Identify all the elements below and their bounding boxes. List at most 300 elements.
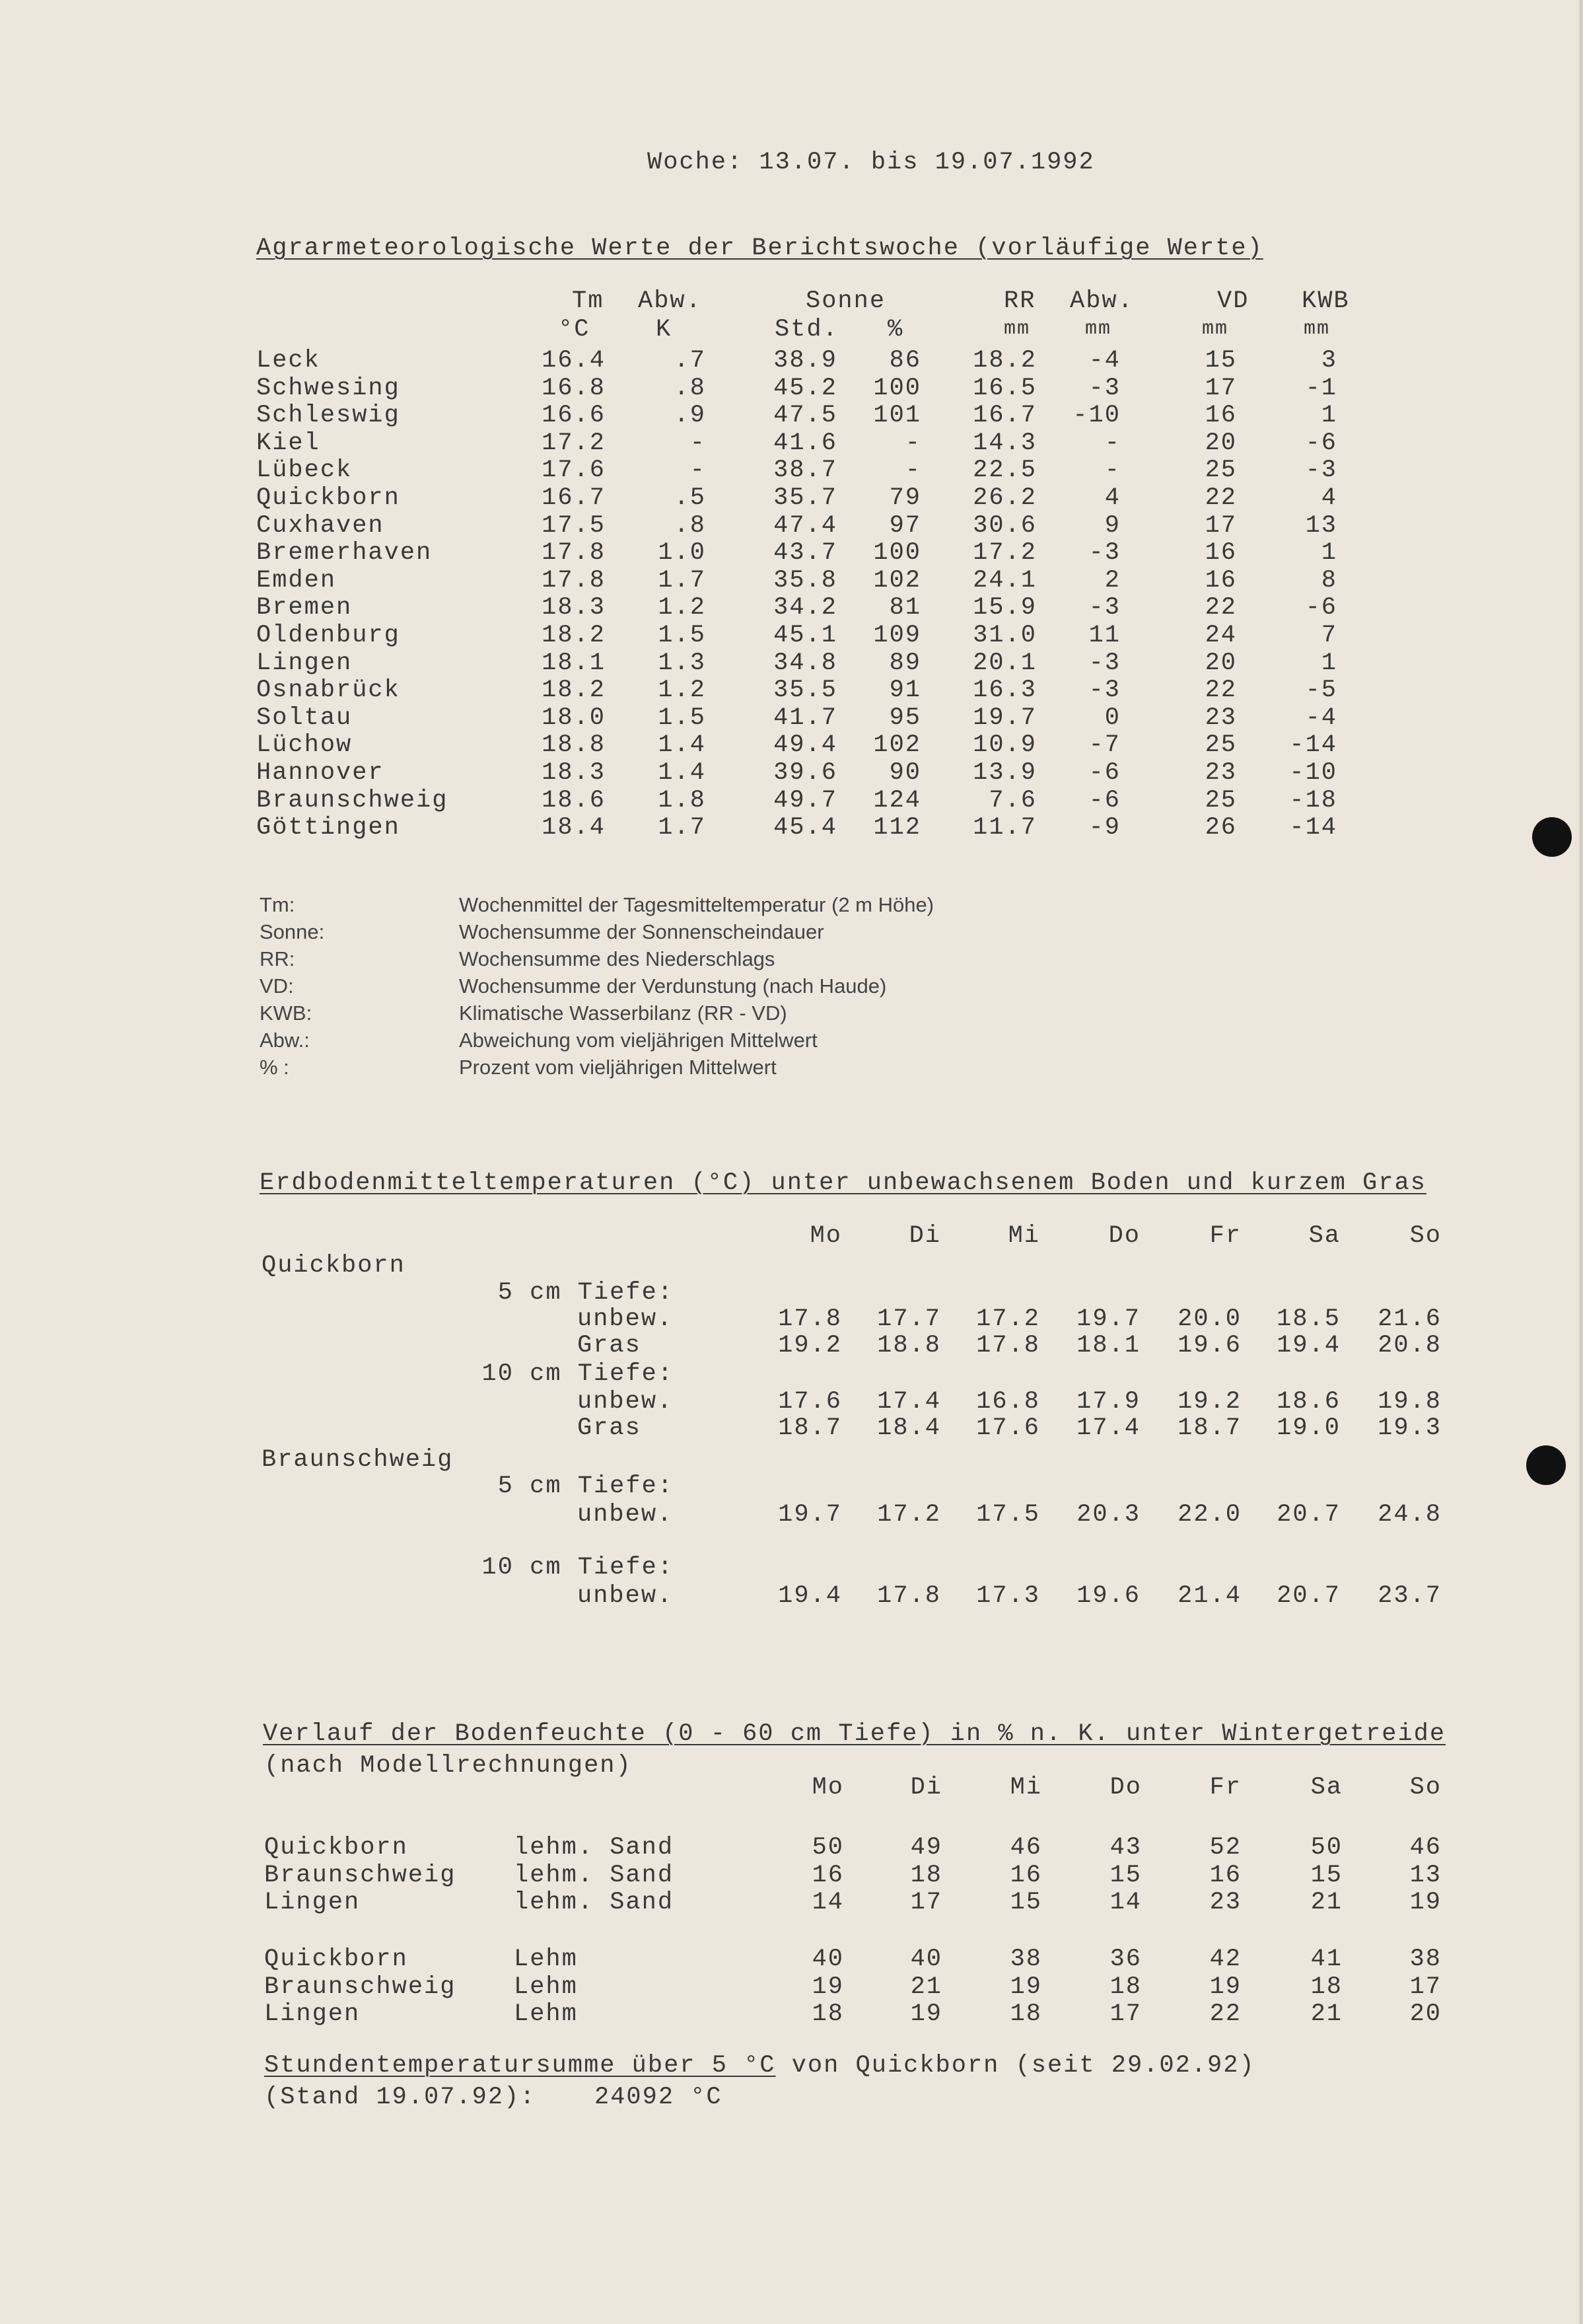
day-header: Mo — [812, 1774, 844, 1801]
cell-abw: .9 — [674, 402, 706, 430]
stundentemp-value: 24092 °C — [594, 2084, 722, 2111]
station-name: Schwesing — [256, 374, 400, 402]
cell-kwb: -4 — [1305, 704, 1337, 732]
temp-value: 20.7 — [1277, 1501, 1341, 1529]
cell-pct: 89 — [889, 649, 921, 677]
cell-tm: 17.2 — [542, 429, 606, 457]
station-name: Lingen — [264, 1889, 361, 1916]
stundentemp-title: Stundentemperatursumme über 5 °C — [264, 2052, 776, 2080]
soil-type: lehm. Sand — [514, 1834, 674, 1862]
cell-kwb: -3 — [1305, 456, 1337, 485]
moisture-value: 18 — [1310, 1973, 1343, 2001]
moisture-value: 14 — [812, 1889, 844, 1916]
cell-tm: 17.8 — [542, 539, 606, 567]
cell-pct: 102 — [873, 566, 921, 595]
cell-vd: 24 — [1205, 622, 1237, 649]
cover-type: unbew. — [577, 1582, 674, 1610]
station-name: Göttingen — [256, 814, 400, 842]
station-name: Kiel — [256, 429, 320, 457]
moisture-value: 46 — [1010, 1834, 1042, 1862]
temp-value: 17.2 — [877, 1501, 941, 1529]
temp-value: 21.6 — [1378, 1305, 1442, 1333]
cell-std: 41.7 — [773, 704, 837, 732]
cell-rr: 16.7 — [973, 402, 1037, 430]
temp-value: 17.5 — [976, 1501, 1040, 1529]
cell-abw: 1.2 — [658, 594, 706, 622]
moisture-value: 19 — [1209, 1973, 1242, 2001]
table-row — [0, 676, 1583, 704]
cell-pct: 91 — [889, 676, 921, 705]
soil-type: Lehm — [514, 2000, 578, 2028]
cell-kwb: -14 — [1289, 814, 1337, 842]
moisture-value: 16 — [1209, 1861, 1242, 1889]
temp-value: 19.3 — [1378, 1414, 1442, 1442]
moisture-value: 21 — [910, 1973, 942, 2001]
station-name: Braunschweig — [262, 1446, 454, 1474]
cell-tm: 16.6 — [542, 402, 606, 430]
legend-text: Prozent vom vieljährigen Mittelwert — [459, 1056, 777, 1079]
legend-key: Tm: — [260, 893, 295, 916]
cell-std: 45.1 — [773, 622, 837, 649]
cell-std: 35.5 — [773, 676, 837, 705]
cell-tm: 16.4 — [542, 347, 606, 375]
cell-std: 41.6 — [773, 429, 837, 457]
cell-rr: 24.1 — [973, 566, 1037, 595]
cell-tm: 18.6 — [542, 786, 606, 815]
cell-rr: 26.2 — [973, 484, 1037, 512]
cell-rr: 14.3 — [973, 429, 1037, 457]
cell-vd: 15 — [1205, 347, 1237, 375]
station-name: Quickborn — [256, 484, 400, 512]
moisture-value: 15 — [1310, 1861, 1343, 1889]
table-row — [0, 402, 1583, 429]
moisture-value: 40 — [812, 1945, 844, 1973]
table-row — [0, 622, 1583, 649]
table-row — [0, 567, 1583, 595]
table-row — [0, 375, 1583, 402]
cell-rr_abw: -3 — [1088, 539, 1121, 567]
cover-type: unbew. — [577, 1501, 674, 1529]
station-name: Hannover — [256, 759, 384, 787]
cell-rr_abw: -6 — [1088, 759, 1121, 787]
legend-key: Sonne: — [260, 920, 325, 943]
cell-abw: .8 — [674, 511, 706, 540]
cell-rr: 22.5 — [973, 456, 1037, 485]
unit-rr: mm — [1004, 318, 1031, 340]
station-name: Bremen — [256, 594, 353, 622]
cell-vd: 17 — [1205, 511, 1237, 540]
cell-abw: 1.2 — [658, 676, 706, 705]
cover-type: Gras — [577, 1332, 641, 1360]
cell-abw: .5 — [674, 484, 706, 512]
cell-std: 45.4 — [773, 814, 837, 842]
moisture-value: 42 — [1209, 1945, 1242, 1973]
cell-pct: 79 — [889, 484, 921, 512]
cell-vd: 23 — [1205, 704, 1237, 732]
head-vd: VD — [1217, 287, 1249, 315]
day-header: Mi — [1008, 1222, 1040, 1250]
cell-kwb: -1 — [1305, 374, 1337, 402]
cell-rr: 19.7 — [973, 704, 1037, 732]
cell-kwb: 1 — [1321, 402, 1337, 430]
cell-vd: 16 — [1205, 566, 1237, 595]
station-name: Quickborn — [264, 1834, 408, 1862]
temp-value: 22.0 — [1178, 1501, 1242, 1529]
head-abw: Abw. — [638, 287, 702, 315]
temp-value: 16.8 — [976, 1388, 1040, 1416]
depth-label: 10 cm Tiefe: — [481, 1554, 674, 1581]
day-header: Sa — [1308, 1222, 1341, 1250]
cell-std: 49.7 — [773, 786, 837, 815]
cell-tm: 17.6 — [542, 456, 606, 485]
temp-value: 17.8 — [877, 1582, 941, 1610]
depth-label: 10 cm Tiefe: — [481, 1360, 674, 1388]
moisture-value: 16 — [812, 1861, 844, 1889]
temp-value: 19.4 — [1277, 1332, 1341, 1360]
station-name: Braunschweig — [264, 1973, 456, 2001]
cell-std: 47.5 — [773, 402, 837, 430]
unit-tm: °C — [558, 316, 590, 344]
erdboden-title: Erdbodenmitteltemperaturen (°C) unter unbewachsenem Boden und kurzem Gras — [260, 1169, 1426, 1197]
unit-std: Std. — [775, 316, 839, 344]
cell-kwb: -6 — [1305, 429, 1337, 457]
cell-pct: 100 — [873, 374, 921, 402]
cell-abw: 1.5 — [658, 622, 706, 649]
cell-rr: 16.5 — [973, 374, 1037, 402]
moisture-value: 16 — [1010, 1861, 1042, 1889]
cell-vd: 23 — [1205, 759, 1237, 787]
cell-rr: 7.6 — [989, 786, 1037, 815]
cell-rr_abw: -7 — [1088, 731, 1121, 760]
cell-rr: 15.9 — [973, 594, 1037, 622]
cell-tm: 18.1 — [542, 649, 606, 677]
cell-rr_abw: -3 — [1088, 374, 1121, 402]
table-row — [0, 347, 1583, 375]
legend-text: Wochensumme der Sonnenscheindauer — [459, 920, 824, 943]
legend-key: % : — [260, 1056, 289, 1079]
cell-pct: 97 — [889, 511, 921, 540]
cell-rr: 17.2 — [973, 539, 1037, 567]
temp-value: 23.7 — [1378, 1582, 1442, 1610]
cell-abw: - — [689, 456, 706, 485]
table-row — [0, 512, 1583, 540]
cell-kwb: 8 — [1321, 566, 1337, 595]
moisture-value: 13 — [1409, 1861, 1442, 1889]
cell-tm: 16.7 — [542, 484, 606, 512]
unit-rr-abw: mm — [1085, 318, 1112, 340]
day-header: Do — [1108, 1222, 1141, 1250]
unit-vd: mm — [1202, 318, 1229, 340]
temp-value: 19.4 — [778, 1582, 842, 1610]
cell-vd: 16 — [1205, 402, 1237, 430]
station-name: Braunschweig — [256, 786, 448, 815]
moisture-value: 18 — [910, 1861, 942, 1889]
cell-kwb: 13 — [1305, 511, 1337, 540]
cell-kwb: 1 — [1321, 539, 1337, 567]
temp-value: 17.3 — [976, 1582, 1040, 1610]
cell-std: 43.7 — [773, 539, 837, 567]
moisture-value: 17 — [1109, 2000, 1142, 2028]
station-name: Lingen — [256, 649, 353, 677]
cell-tm: 18.4 — [542, 814, 606, 842]
day-header: Di — [910, 1774, 942, 1801]
cell-rr_abw: 0 — [1104, 704, 1121, 732]
temp-value: 17.2 — [976, 1305, 1040, 1333]
cell-pct: 112 — [873, 814, 921, 842]
temp-value: 17.4 — [877, 1388, 941, 1416]
cell-pct: - — [905, 429, 921, 457]
temp-value: 18.6 — [1277, 1388, 1341, 1416]
moisture-value: 18 — [812, 2000, 844, 2028]
cell-abw: 1.0 — [658, 539, 706, 567]
cell-tm: 17.8 — [542, 566, 606, 595]
agrar-title: Agrarmeteorologische Werte der Berichtswoche (vorläufige Werte) — [256, 235, 1263, 262]
cell-pct: 101 — [873, 402, 921, 430]
station-name: Cuxhaven — [256, 511, 384, 540]
moisture-value: 14 — [1109, 1889, 1142, 1916]
station-name: Schleswig — [256, 402, 400, 430]
day-header: So — [1409, 1222, 1442, 1250]
head-tm: Tm — [572, 287, 604, 315]
cell-rr_abw: 4 — [1104, 484, 1121, 512]
moisture-value: 19 — [812, 1973, 844, 2001]
station-name: Emden — [256, 566, 337, 595]
bodenfeuchte-subtitle: (nach Modellrechnungen) — [264, 1752, 632, 1780]
cell-vd: 20 — [1205, 429, 1237, 457]
cell-vd: 16 — [1205, 539, 1237, 567]
punch-hole-bottom — [1526, 1445, 1566, 1485]
moisture-value: 15 — [1010, 1889, 1042, 1916]
cell-vd: 20 — [1205, 649, 1237, 677]
cell-rr_abw: 9 — [1104, 511, 1121, 540]
cell-kwb: -10 — [1289, 759, 1337, 787]
temp-value: 21.4 — [1178, 1582, 1242, 1610]
cell-rr: 11.7 — [973, 814, 1037, 842]
moisture-value: 38 — [1409, 1945, 1442, 1973]
head-rr: RR — [1004, 287, 1036, 315]
moisture-value: 18 — [1010, 2000, 1042, 2028]
cell-rr_abw: -4 — [1088, 347, 1121, 375]
cell-pct: 124 — [873, 786, 921, 815]
legend-key: RR: — [260, 947, 295, 970]
moisture-value: 43 — [1109, 1834, 1142, 1862]
cell-rr: 10.9 — [973, 731, 1037, 760]
cell-tm: 17.5 — [542, 511, 606, 540]
moisture-value: 41 — [1310, 1945, 1343, 1973]
cell-rr_abw: -9 — [1088, 814, 1121, 842]
cell-vd: 25 — [1205, 731, 1237, 760]
cell-rr: 18.2 — [973, 347, 1037, 375]
soil-type: Lehm — [514, 1973, 578, 2001]
cell-tm: 18.2 — [542, 622, 606, 649]
station-name: Quickborn — [264, 1945, 408, 1973]
cover-type: Gras — [577, 1414, 641, 1442]
temp-value: 19.6 — [1076, 1582, 1141, 1610]
station-name: Bremerhaven — [256, 539, 433, 567]
depth-label: 5 cm Tiefe: — [497, 1472, 674, 1500]
cell-abw: 1.7 — [658, 566, 706, 595]
moisture-value: 15 — [1109, 1861, 1142, 1889]
cell-std: 38.7 — [773, 456, 837, 485]
cell-abw: 1.7 — [658, 814, 706, 842]
cell-vd: 26 — [1205, 814, 1237, 842]
cell-tm: 16.8 — [542, 374, 606, 402]
moisture-value: 22 — [1209, 2000, 1242, 2028]
table-row — [0, 539, 1583, 567]
cell-vd: 22 — [1205, 594, 1237, 622]
temp-value: 17.7 — [877, 1305, 941, 1333]
soil-type: Lehm — [514, 1945, 578, 1973]
moisture-value: 46 — [1409, 1834, 1442, 1862]
cell-rr: 20.1 — [973, 649, 1037, 677]
moisture-value: 40 — [910, 1945, 942, 1973]
cell-abw: .7 — [674, 347, 706, 375]
table-row — [0, 731, 1583, 759]
cell-abw: 1.4 — [658, 731, 706, 760]
cell-std: 45.2 — [773, 374, 837, 402]
temp-value: 24.8 — [1378, 1501, 1442, 1529]
head-rr-abw: Abw. — [1070, 287, 1134, 315]
cell-vd: 25 — [1205, 786, 1237, 815]
station-name: Oldenburg — [256, 622, 400, 649]
station-name: Lingen — [264, 2000, 361, 2028]
soil-type: lehm. Sand — [514, 1861, 674, 1889]
legend-text: Wochensumme des Niederschlags — [459, 947, 775, 970]
station-name: Braunschweig — [264, 1861, 456, 1889]
moisture-value: 52 — [1209, 1834, 1242, 1862]
unit-pct: % — [888, 316, 904, 344]
cell-vd: 22 — [1205, 484, 1237, 512]
cell-rr_abw: - — [1104, 429, 1121, 457]
temp-value: 19.2 — [778, 1332, 842, 1360]
temp-value: 19.7 — [1076, 1305, 1141, 1333]
temp-value: 17.6 — [976, 1414, 1040, 1442]
temp-value: 18.7 — [1178, 1414, 1242, 1442]
day-header: Mo — [810, 1222, 842, 1250]
cell-vd: 22 — [1205, 676, 1237, 705]
temp-value: 18.8 — [877, 1332, 941, 1360]
unit-abw: K — [656, 316, 672, 344]
temp-value: 18.5 — [1277, 1305, 1341, 1333]
cell-kwb: -5 — [1305, 676, 1337, 705]
temp-value: 17.9 — [1076, 1388, 1141, 1416]
cell-abw: 1.3 — [658, 649, 706, 677]
cell-rr_abw: 2 — [1104, 566, 1121, 595]
legend-text: Wochenmittel der Tagesmitteltemperatur (2 m Höhe) — [459, 893, 934, 916]
temp-value: 19.2 — [1178, 1388, 1242, 1416]
temp-value: 17.4 — [1076, 1414, 1141, 1442]
legend-key: VD: — [260, 974, 294, 998]
cell-kwb: 1 — [1321, 649, 1337, 677]
temp-value: 18.7 — [778, 1414, 842, 1442]
cell-pct: 100 — [873, 539, 921, 567]
cell-tm: 18.8 — [542, 731, 606, 760]
cell-abw: .8 — [674, 374, 706, 402]
station-name: Soltau — [256, 704, 353, 732]
cell-rr_abw: -3 — [1088, 594, 1121, 622]
cell-tm: 18.3 — [542, 759, 606, 787]
moisture-value: 21 — [1310, 2000, 1343, 2028]
moisture-value: 18 — [1109, 1973, 1142, 2001]
bodenfeuchte-title: Verlauf der Bodenfeuchte (0 - 60 cm Tiefe) in % n. K. unter Wintergetreide — [263, 1720, 1446, 1748]
cell-pct: - — [905, 456, 921, 485]
cell-std: 34.2 — [773, 594, 837, 622]
temp-value: 19.0 — [1277, 1414, 1341, 1442]
day-header: Mi — [1010, 1774, 1042, 1801]
moisture-value: 21 — [1310, 1889, 1343, 1916]
moisture-value: 19 — [1409, 1889, 1442, 1916]
day-header: Fr — [1209, 1774, 1242, 1801]
moisture-value: 36 — [1109, 1945, 1142, 1973]
station-name: Lübeck — [256, 456, 353, 485]
cell-kwb: -6 — [1305, 594, 1337, 622]
temp-value: 17.8 — [778, 1305, 842, 1333]
cell-kwb: 3 — [1321, 347, 1337, 375]
cell-rr: 13.9 — [973, 759, 1037, 787]
cell-vd: 25 — [1205, 456, 1237, 485]
cell-abw: 1.5 — [658, 704, 706, 732]
moisture-value: 17 — [910, 1889, 942, 1916]
cell-abw: - — [689, 429, 706, 457]
stundentemp-line — [264, 2052, 1255, 2080]
cell-std: 38.9 — [773, 347, 837, 375]
cell-std: 49.4 — [773, 731, 837, 760]
moisture-value: 19 — [910, 2000, 942, 2028]
legend-text: Klimatische Wasserbilanz (RR - VD) — [459, 1001, 787, 1025]
cell-rr_abw: -3 — [1088, 676, 1121, 705]
cell-rr_abw: -10 — [1073, 402, 1121, 430]
station-name: Leck — [256, 347, 320, 375]
cell-pct: 109 — [873, 622, 921, 649]
cover-type: unbew. — [577, 1305, 674, 1333]
day-header: Fr — [1209, 1222, 1242, 1250]
temp-value: 20.7 — [1277, 1582, 1341, 1610]
table-row — [0, 429, 1583, 457]
legend-text: Wochensumme der Verdunstung (nach Haude) — [459, 974, 887, 998]
moisture-value: 50 — [812, 1834, 844, 1862]
stundentemp-stand: (Stand 19.07.92): — [264, 2084, 536, 2111]
cover-type: unbew. — [577, 1388, 674, 1416]
legend-key: Abw.: — [260, 1029, 310, 1052]
moisture-value: 38 — [1010, 1945, 1042, 1973]
table-row — [0, 759, 1583, 787]
cell-rr_abw: - — [1104, 456, 1121, 485]
cell-vd: 17 — [1205, 374, 1237, 402]
temp-value: 20.0 — [1178, 1305, 1242, 1333]
temp-value: 17.6 — [778, 1388, 842, 1416]
table-row — [0, 649, 1583, 677]
cell-std: 35.8 — [773, 566, 837, 595]
moisture-value: 23 — [1209, 1889, 1242, 1916]
cell-std: 47.4 — [773, 511, 837, 540]
cell-std: 39.6 — [773, 759, 837, 787]
cell-kwb: -14 — [1289, 731, 1337, 760]
temp-value: 20.3 — [1076, 1501, 1141, 1529]
moisture-value: 20 — [1409, 2000, 1442, 2028]
temp-value: 20.8 — [1378, 1332, 1442, 1360]
week-heading: Woche: 13.07. bis 19.07.1992 — [647, 149, 1095, 176]
temp-value: 19.8 — [1378, 1388, 1442, 1416]
temp-value: 19.6 — [1178, 1332, 1242, 1360]
cell-tm: 18.2 — [542, 676, 606, 705]
cell-pct: 81 — [889, 594, 921, 622]
soil-type: lehm. Sand — [514, 1889, 674, 1916]
temp-value: 17.8 — [976, 1332, 1040, 1360]
cell-abw: 1.8 — [658, 786, 706, 815]
legend-key: KWB: — [260, 1001, 312, 1025]
temp-value: 19.7 — [778, 1501, 842, 1529]
table-row — [0, 456, 1583, 484]
